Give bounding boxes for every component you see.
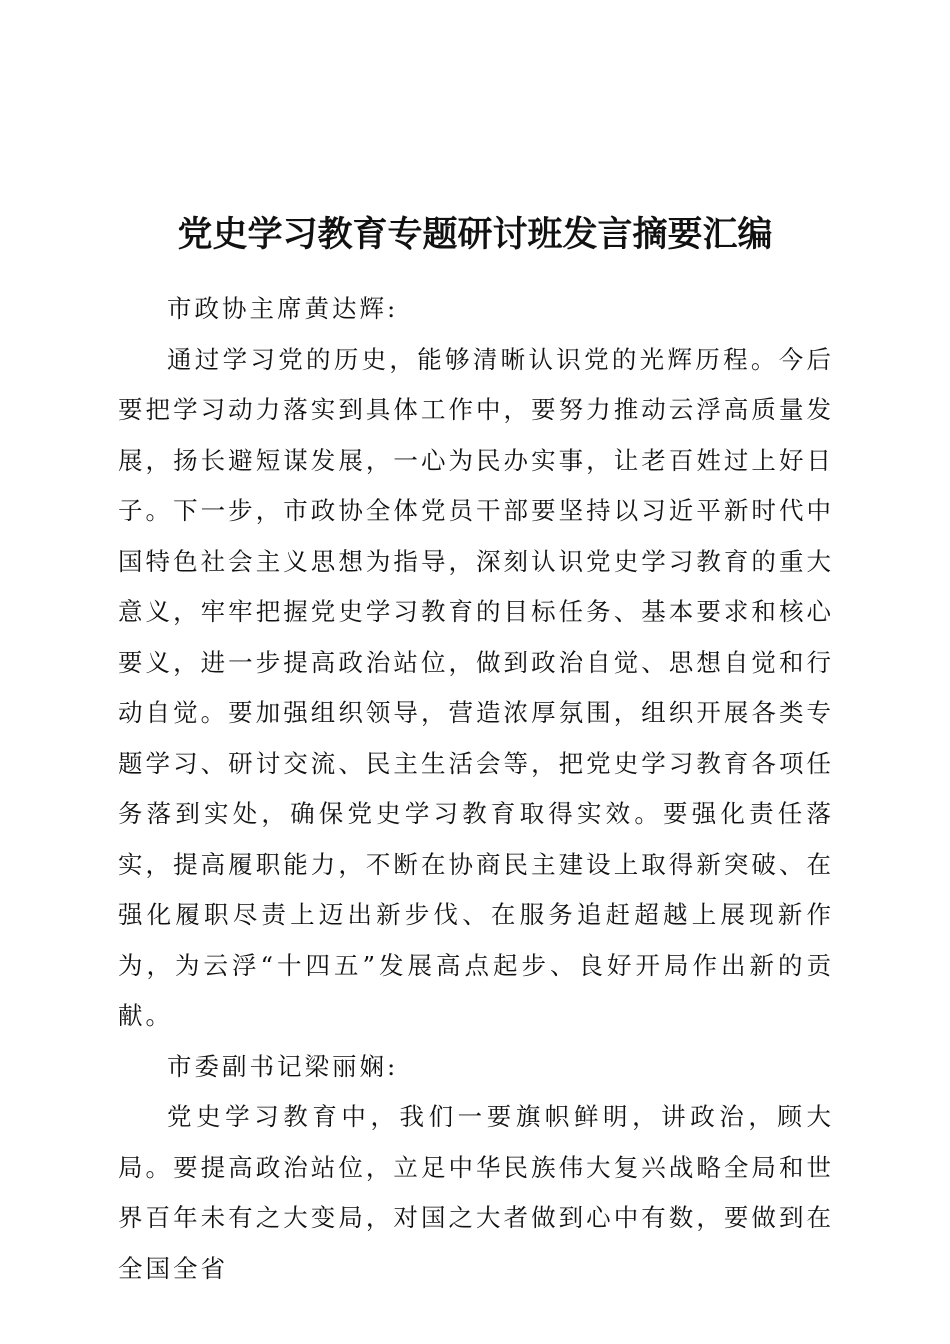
speaker-name: 市政协主席黄达辉: <box>167 294 399 323</box>
speaker-name: 市委副书记梁丽娴: <box>167 1051 399 1081</box>
document-body <box>118 284 834 1294</box>
speech-paragraph: 党史学习教育中，我们一要旗帜鲜明，讲政治，顾大局。要提高政治站位，立足中华民族伟大复兴战略全局和世界百年未有之大变局，对国之大者做到心中有数，要做到在全国全省 <box>118 1102 834 1283</box>
speech-paragraph: 通过学习党的历史，能够清晰认识党的光辉历程。今后要把学习动力落实到具体工作中，要努力推动云浮高质量发展，扬长避短谋发展，一心为民办实事，让老百姓过上好日子。下一步，市政协全体党员干部要坚持以习近平新时代中国特色社会主义思想为指导，深刻认识党史学习教育的重大意义，牢牢把握党史学习教育的目标任务、基本要求和核心要义，进一步提高政治站位，做到政治自觉、思想自觉和行动自觉。要加强组织领导，营造浓厚氛围，组织开展各类专题学习、研讨交流、民主生活会等，把党史学习教育各项任务落到实处，确保党史学习教育取得实效。要强化责任落实，提高履职能力，不断在协商民主建设上取得新突破、在强化履职尽责上迈出新步伐、在服务追赶超越上展现新作为，为云浮“十四五”发展高点起步、良好开局作出新的贡献。 <box>118 344 834 1030</box>
document-title: 党史学习教育专题研讨班发言摘要汇编 <box>177 214 773 255</box>
